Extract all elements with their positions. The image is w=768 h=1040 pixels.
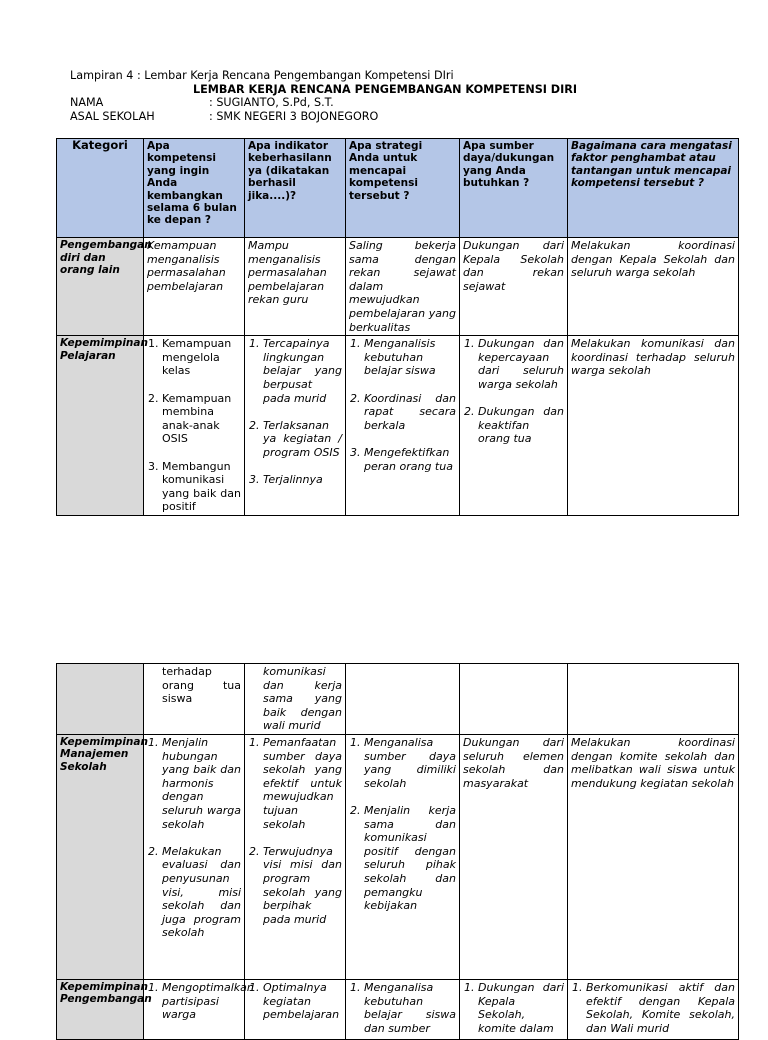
list-item: 1. Menganalisis kebutuhan belajar siswa xyxy=(364,337,456,378)
table-row xyxy=(57,664,739,735)
row-kategori: Pengembangan diri dan orang lain xyxy=(57,238,144,336)
lampiran-line: Lampiran 4 : Lembar Kerja Rencana Pengembangan Kompetensi DIri xyxy=(70,69,454,82)
row-kategori: Kepemimpinan Pengembangan xyxy=(57,979,144,1039)
nama-value: : SUGIANTO, S.Pd, S.T. xyxy=(209,96,334,109)
list-item: 1. Optimalnya kegiatan pembelajaran xyxy=(263,981,342,1022)
list-item: 2. Terwujudnya visi misi dan program sekolah yang berpihak pada murid xyxy=(263,845,342,927)
list-item: 3. Mengefektifkan peran orang tua xyxy=(364,446,456,473)
row-kompetensi xyxy=(144,336,245,516)
row-cara: Melakukan koordinasi dengan Kepala Sekolah dan seluruh warga sekolah xyxy=(568,238,739,336)
row-indikator xyxy=(245,979,346,1039)
row-kompetensi xyxy=(144,734,245,979)
row-sumber xyxy=(460,664,568,735)
nama-line xyxy=(70,96,334,110)
competency-table-page1 xyxy=(56,138,739,516)
list-item: 2. Terlaksanan ya kegiatan / program OSIS xyxy=(263,419,342,460)
header-sumber: Apa sumber daya/dukungan yang Anda butuhkan ? xyxy=(460,139,568,238)
row-kompetensi: terhadap orang tua siswa xyxy=(144,664,245,735)
row-sumber: Dukungan dari Kepala Sekolah dan rekan sejawat xyxy=(460,238,568,336)
row-strategi xyxy=(346,664,460,735)
row-indikator: komunikasi dan kerja sama yang baik dengan wali murid xyxy=(245,664,346,735)
list-item: 2. Koordinasi dan rapat secara berkala xyxy=(364,392,456,433)
row-cara xyxy=(568,979,739,1039)
sekolah-line xyxy=(70,110,378,124)
header-kategori: Kategori xyxy=(57,139,144,238)
list-item: 1. Berkomunikasi aktif dan efektif dengan Kepala Sekolah, Komite sekolah, dan Wali murid xyxy=(586,981,735,1035)
row-kompetensi xyxy=(144,979,254,1039)
row-cara: Melakukan koordinasi dengan komite sekolah dan melibatkan wali siswa untuk mendukung kegiatan sekolah xyxy=(568,734,739,979)
table-row xyxy=(57,238,739,336)
list-item: 1. Mengoptimalkan partisipasi warga xyxy=(162,981,241,1022)
competency-table-page2 xyxy=(56,663,739,1040)
row-sumber: Dukungan dari seluruh elemen sekolah dan masyarakat xyxy=(460,734,568,979)
list-item: 1. Dukungan dari Kepala Sekolah, komite dalam xyxy=(478,981,564,1035)
list-item: 3. Membangun komunikasi yang baik dan positif xyxy=(162,460,241,514)
row-indikator: Mampu menganalisis permasalahan pembelajaran rekan guru xyxy=(245,238,346,336)
nama-label: NAMA xyxy=(70,96,104,109)
list-item: 1. Pemanfaatan sumber daya sekolah yang efektif untuk mewujudkan tujuan sekolah xyxy=(263,736,342,831)
row-kategori: Kepemimpinan Pelajaran xyxy=(57,336,144,516)
row-sumber xyxy=(460,979,568,1039)
list-item: 1. Menjalin hubungan yang baik dan harmonis dengan seluruh warga sekolah xyxy=(162,736,241,831)
row-indikator xyxy=(245,734,346,979)
row-kategori: Kepemimpinan Manajemen Sekolah xyxy=(57,734,144,979)
table-header-row xyxy=(57,139,739,238)
table-row xyxy=(57,979,739,1039)
table-row xyxy=(57,336,739,516)
list-item: 1. Kemampuan mengelola kelas xyxy=(162,337,241,378)
header-strategi: Apa strategi Anda untuk mencapai kompetensi tersebut ? xyxy=(346,139,460,238)
row-cara xyxy=(568,664,739,735)
header-indikator: Apa indikator keberhasilann ya (dikatakan berhasil jika....)? xyxy=(245,139,346,238)
row-indikator xyxy=(245,336,346,516)
list-item: 1. Tercapainya lingkungan belajar yang berpusat pada murid xyxy=(263,337,342,405)
table-row xyxy=(57,734,739,979)
row-strategi: Saling bekerja sama dengan rekan sejawat dalam mewujudkan pembelajaran yang berkualitas xyxy=(346,238,460,336)
list-item: 2. Kemampuan membina anak-anak OSIS xyxy=(162,392,241,446)
document-title: LEMBAR KERJA RENCANA PENGEMBANGAN KOMPETENSI DIRI xyxy=(192,83,578,96)
list-item: 2. Menjalin kerja sama dan komunikasi positif dengan seluruh pihak sekolah dan pemangku kebijakan xyxy=(364,804,456,913)
sekolah-value: : SMK NEGERI 3 BOJONEGORO xyxy=(209,110,379,123)
sekolah-label: ASAL SEKOLAH xyxy=(70,110,155,123)
row-sumber xyxy=(460,336,568,516)
row-kompetensi: Kemampuan menganalisis permasalahan pembelajaran xyxy=(144,238,245,336)
row-strategi xyxy=(346,979,460,1039)
list-item: 2. Melakukan evaluasi dan penyusunan visi, misi sekolah dan juga program sekolah xyxy=(162,845,241,940)
row-cara: Melakukan komunikasi dan koordinasi terhadap seluruh warga sekolah xyxy=(568,336,739,516)
list-item: 3. Terjalinnya xyxy=(263,473,342,487)
list-item: 1. Menganalisa kebutuhan belajar siswa dan sumber xyxy=(364,981,456,1035)
row-kategori xyxy=(57,664,144,735)
header-cara: Bagaimana cara mengatasi faktor penghambat atau tantangan untuk mencapai kompetensi tersebut ? xyxy=(568,139,739,238)
list-item: 1. Menganalisa sumber daya yang dimiliki sekolah xyxy=(364,736,456,790)
row-strategi xyxy=(346,336,460,516)
list-item: 2. Dukungan dan keaktifan orang tua xyxy=(478,405,564,446)
header-kompetensi: Apa kompetensi yang ingin Anda kembangkan selama 6 bulan ke depan ? xyxy=(144,139,245,238)
row-strategi xyxy=(346,734,460,979)
list-item: 1. Dukungan dan kepercayaan dari seluruh warga sekolah xyxy=(478,337,564,391)
